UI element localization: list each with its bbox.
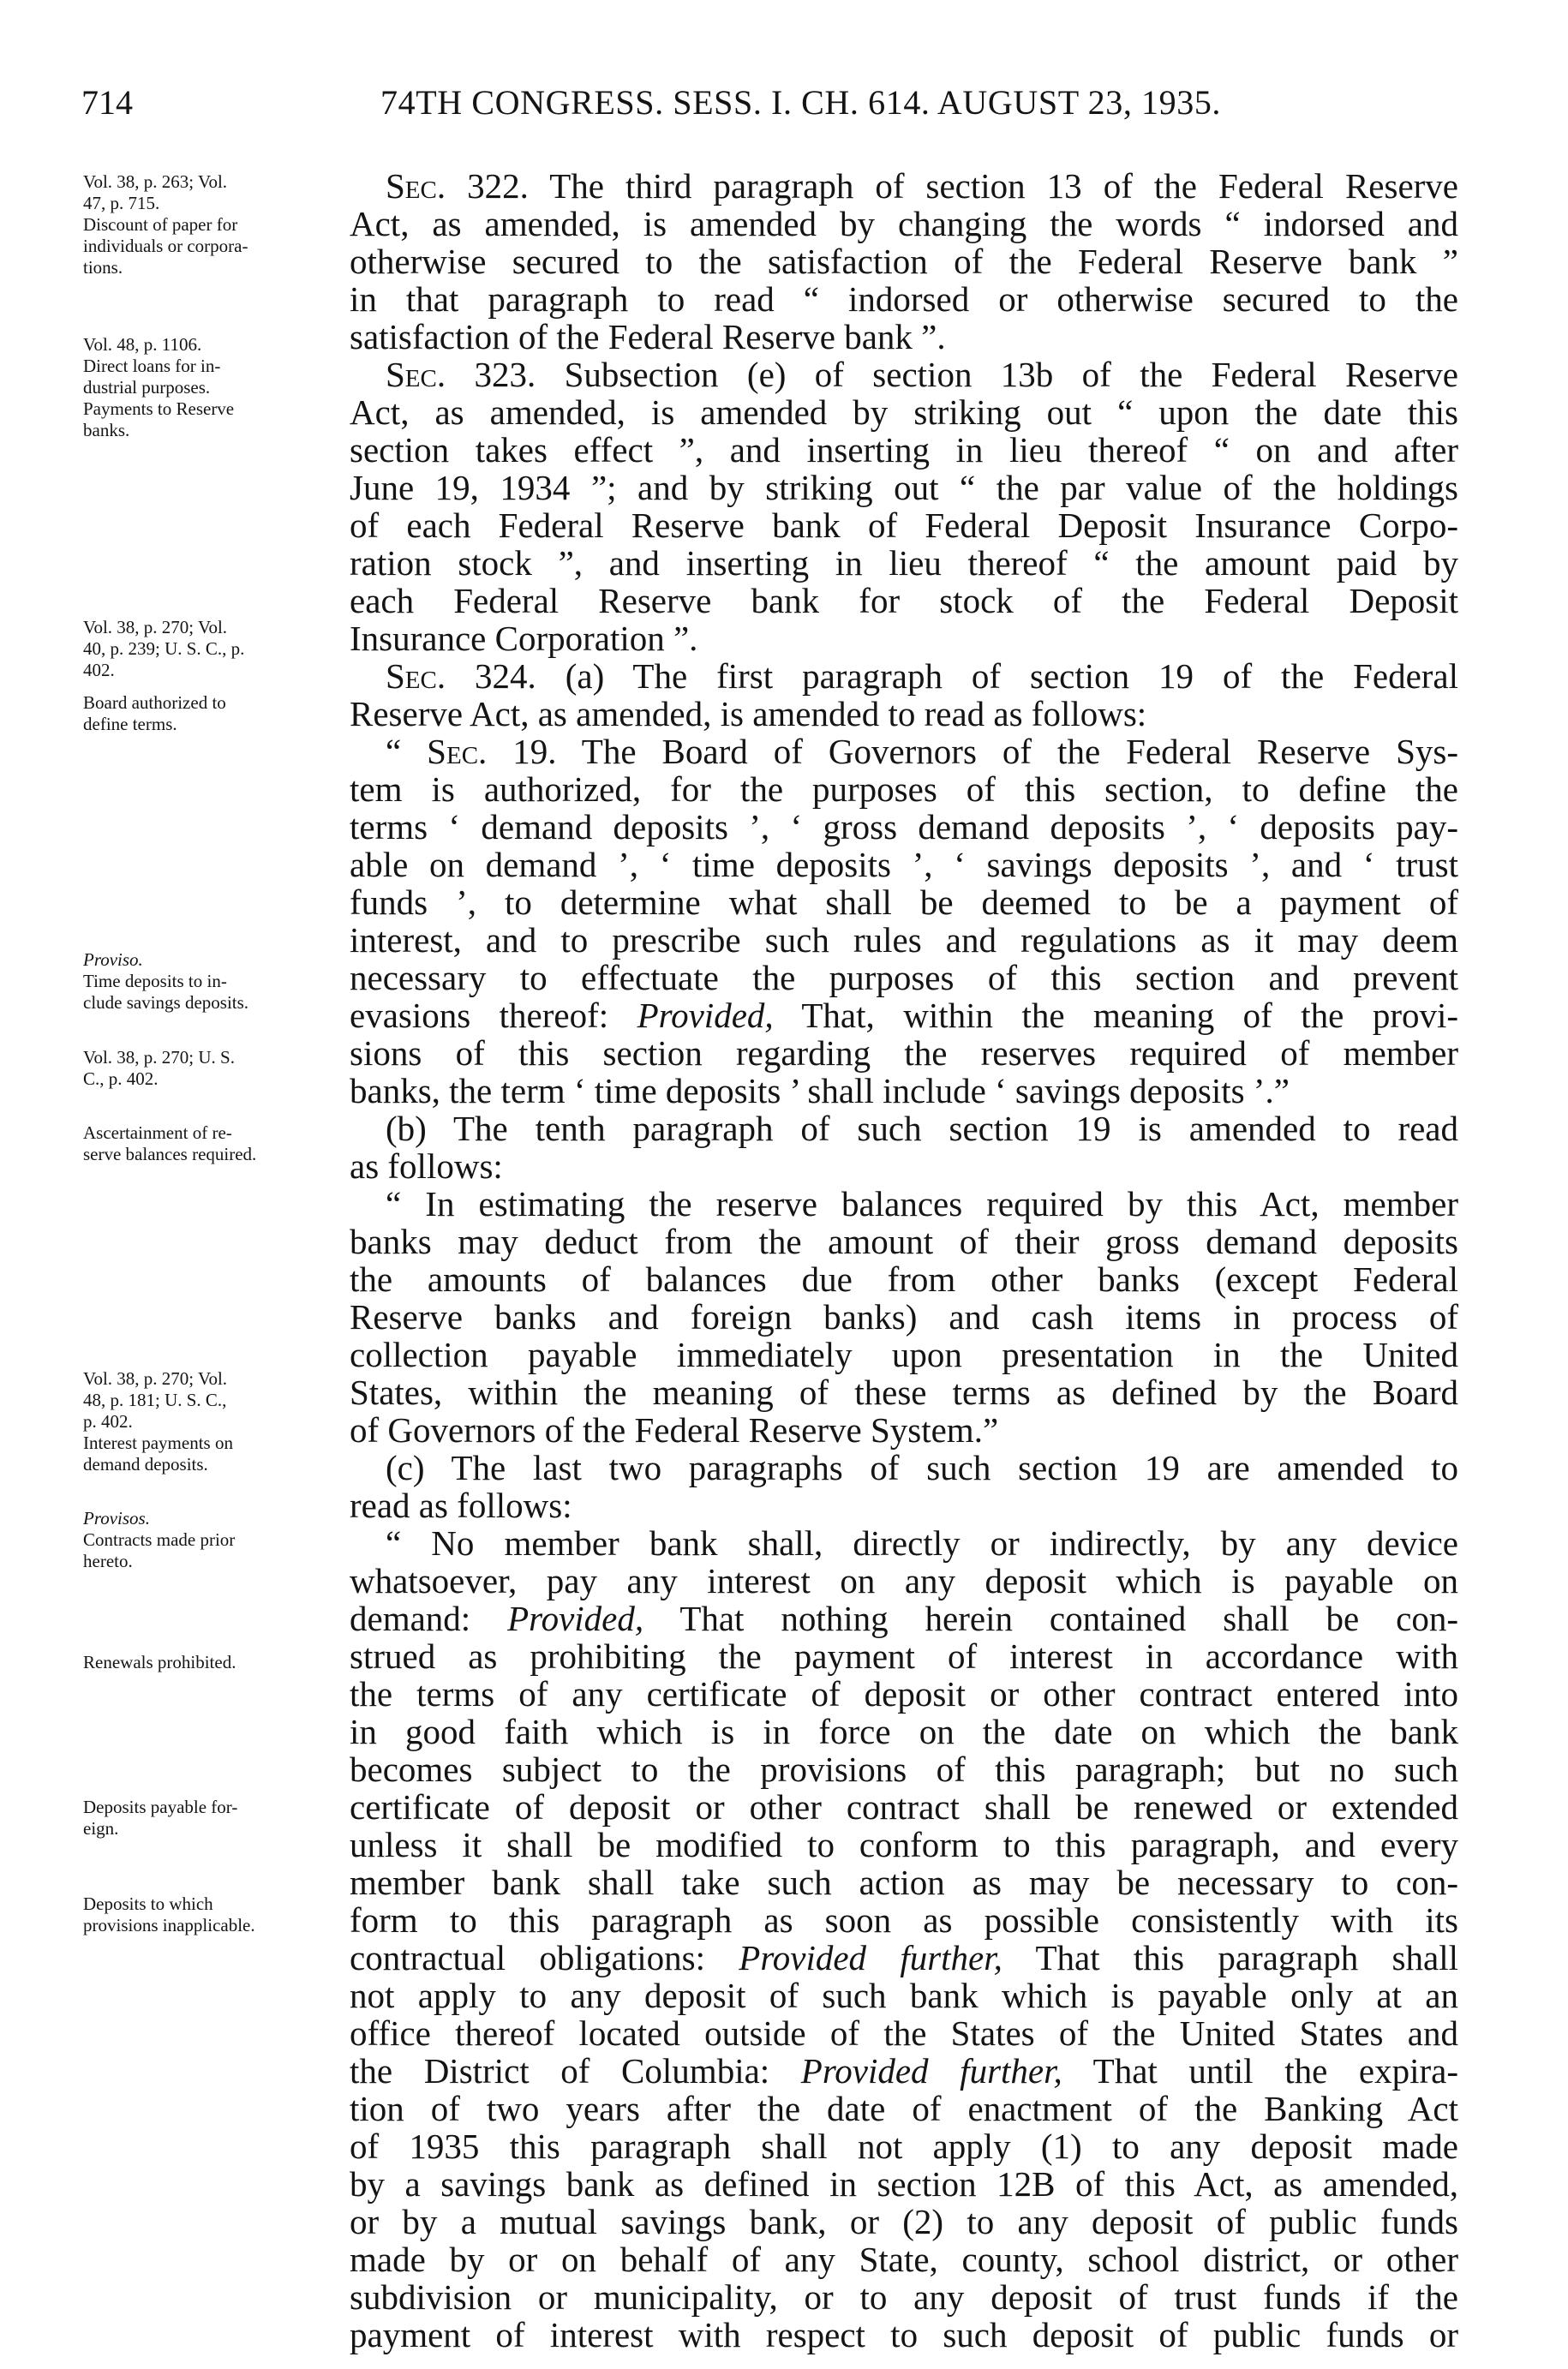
text-line: banks may deduct from the amount of their gross demand deposits [350, 1222, 1458, 1261]
text-line: States, within the meaning of these terms as defined by the Board [350, 1373, 1458, 1412]
text-line: “ In estimating the reserve balances required by this Act, member [386, 1184, 1458, 1223]
text-line: tion of two years after the date of enactment of the Banking Act [350, 2089, 1458, 2128]
text-line: June 19, 1934 ”; and by striking out “ the par value of the holdings [350, 468, 1458, 507]
text-line: office thereof located outside of the States of the United States and [350, 2013, 1458, 2053]
text-line: tem is authorized, for the purposes of this section, to define the [350, 769, 1458, 809]
text-line: becomes subject to the provisions of this paragraph; but no such [350, 1750, 1458, 1789]
text-line: “ No member bank shall, directly or indirectly, by any device [386, 1523, 1458, 1563]
text-line: Insurance Corporation ”. [350, 619, 698, 658]
text-line: form to this paragraph as soon as possible consistently with its [350, 1900, 1458, 1940]
text-line: (c) The last two paragraphs of such section 19 are amended to [386, 1448, 1458, 1487]
text-line: Sec. 322. The third paragraph of section 13 of the Federal Reserve [386, 166, 1458, 206]
margin-note: Renewals prohibited. [83, 1652, 236, 1672]
text-line: banks, the term ‘ time deposits ’ shall include ‘ savings deposits ’.” [350, 1071, 1290, 1110]
running-head: 74TH CONGRESS. SESS. I. CH. 614. AUGUST 23, 1935. [380, 83, 1222, 122]
text-line: of Governors of the Federal Reserve System.” [350, 1410, 999, 1450]
text-line: interest, and to prescribe such rules and regulations as it may deem [350, 920, 1458, 960]
text-line: section takes effect ”, and inserting in lieu thereof “ on and after [350, 430, 1458, 470]
text-line: member bank shall take such action as may be necessary to con- [350, 1863, 1458, 1902]
text-line: Act, as amended, is amended by striking out “ upon the date this [350, 392, 1458, 432]
margin-note: Vol. 38, p. 263; Vol. 47, p. 715. Discount of paper for individuals or corpora- tions. [83, 171, 248, 278]
text-line: by a savings bank as defined in section 12B of this Act, as amended, [350, 2164, 1458, 2204]
margin-note: Deposits payable for- eign. [83, 1797, 238, 1839]
text-line: the District of Columbia: Provided further, That until the expira- [350, 2051, 1458, 2091]
text-line: whatsoever, pay any interest on any deposit which is payable on [350, 1561, 1458, 1600]
text-line: payment of interest with respect to such deposit of public funds or [350, 2315, 1458, 2354]
text-line: certificate of deposit or other contract shall be renewed or extended [350, 1787, 1458, 1827]
text-line: Act, as amended, is amended by changing the words “ indorsed and [350, 204, 1458, 243]
text-line: ration stock ”, and inserting in lieu thereof “ the amount paid by [350, 543, 1458, 583]
text-line: Sec. 324. (a) The first paragraph of section 19 of the Federal [386, 656, 1459, 696]
margin-note: Provisos. Contracts made prior hereto. [83, 1508, 236, 1571]
margin-note: Vol. 48, p. 1106. Direct loans for in- dustrial purposes. Payments to Reserve banks. [83, 334, 235, 440]
text-line: sions of this section regarding the reserves required of member [350, 1033, 1458, 1073]
text-line: of 1935 this paragraph shall not apply (1) to any deposit made [350, 2127, 1458, 2166]
text-line: made by or on behalf of any State, county, school district, or other [350, 2240, 1458, 2279]
text-line: Sec. 323. Subsection (e) of section 13b of the Federal Reserve [386, 355, 1459, 394]
text-line: subdivision or municipality, or to any deposit of trust funds if the [350, 2277, 1458, 2317]
text-line: not apply to any deposit of such bank which is payable only at an [350, 1976, 1458, 2015]
text-line: unless it shall be modified to conform to this paragraph, and every [350, 1825, 1458, 1864]
margin-note: Ascertainment of re- serve balances required. [83, 1122, 257, 1164]
text-line: (b) The tenth paragraph of such section 19 is amended to read [386, 1109, 1458, 1148]
text-line: demand: Provided, That nothing herein contained shall be con- [350, 1599, 1459, 1638]
margin-note: Vol. 38, p. 270; Vol. 48, p. 181; U. S. C., p. 402. Interest payments on demand deposits. [83, 1368, 233, 1475]
text-line: “ Sec. 19. The Board of Governors of the Federal Reserve Sys- [386, 732, 1458, 771]
text-line: in good faith which is in force on the date on which the bank [350, 1712, 1458, 1751]
text-line: strued as prohibiting the payment of interest in accordance with [350, 1636, 1458, 1676]
text-line: Reserve banks and foreign banks) and cash items in process of [350, 1297, 1458, 1337]
text-line: collection payable immediately upon presentation in the United [350, 1335, 1458, 1374]
text-line: of each Federal Reserve bank of Federal Deposit Insurance Corpo- [350, 506, 1458, 545]
text-line: read as follows: [350, 1486, 572, 1525]
text-line: terms ‘ demand deposits ’, ‘ gross demand deposits ’, ‘ deposits pay- [350, 807, 1458, 846]
text-line: able on demand ’, ‘ time deposits ’, ‘ savings deposits ’, and ‘ trust [350, 845, 1458, 884]
margin-note: Vol. 38, p. 270; U. S. C., p. 402. [83, 1047, 235, 1089]
text-line: satisfaction of the Federal Reserve bank ”. [350, 317, 946, 356]
text-line: in that paragraph to read “ indorsed or otherwise secured to the [350, 279, 1458, 319]
text-line: necessary to effectuate the purposes of this section and prevent [350, 958, 1458, 997]
text-line: the amounts of balances due from other banks (except Federal [350, 1259, 1458, 1299]
text-line: evasions thereof: Provided, That, within the meaning of the provi- [350, 996, 1459, 1035]
text-line: or by a mutual savings bank, or (2) to any deposit of public funds [350, 2202, 1458, 2241]
margin-note: Deposits to which provisions inapplicable. [83, 1893, 255, 1935]
text-line: the terms of any certificate of deposit or other contract entered into [350, 1674, 1458, 1714]
page-number: 714 [81, 83, 133, 122]
text-line: Reserve Act, as amended, is amended to read as follows: [350, 694, 1147, 733]
margin-note: Vol. 38, p. 270; Vol. 40, p. 239; U. S. C., p. 402. [83, 617, 245, 680]
margin-note: Board authorized to define terms. [83, 692, 226, 734]
text-line: funds ’, to determine what shall be deemed to be a payment of [350, 882, 1458, 922]
text-line: contractual obligations: Provided further, That this paragraph shall [350, 1938, 1458, 1977]
text-line: otherwise secured to the satisfaction of the Federal Reserve bank ” [350, 242, 1458, 281]
text-line: as follows: [350, 1146, 503, 1186]
text-line: each Federal Reserve bank for stock of the Federal Deposit [350, 581, 1458, 620]
margin-note: Proviso. Time deposits to in- clude savings deposits. [83, 949, 249, 1013]
